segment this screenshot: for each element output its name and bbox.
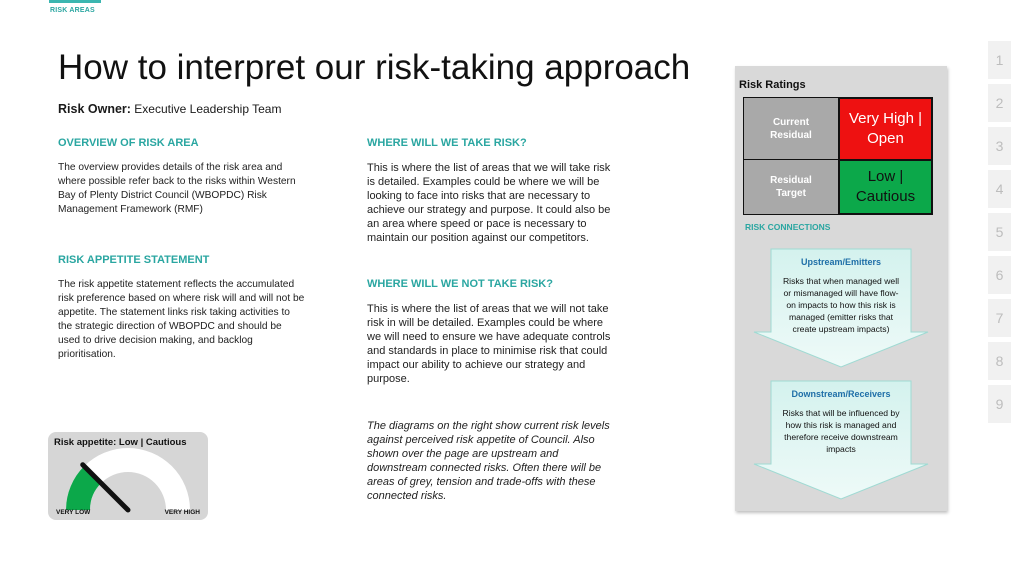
not-take-line: we will need to ensure we have adequate controls: [367, 331, 611, 343]
take-line: maintain our position against our competitors.: [367, 232, 589, 244]
upstream-line: or mismanaged will have flow-: [783, 288, 899, 298]
note-line: connected risks.: [367, 490, 447, 502]
appetite-line: The risk appetite statement reflects the accumulated: [58, 279, 295, 290]
current-residual-label: [744, 98, 839, 160]
downstream-text: [771, 407, 911, 455]
target-value-line: Low |: [867, 168, 904, 185]
upstream-title: Upstream/Emitters: [800, 257, 882, 267]
target-label-line: Target: [776, 188, 806, 199]
gauge-dial: [48, 432, 208, 520]
tab-indicator: [49, 0, 101, 3]
appetite-line: risk preference based on where risk will and will not be: [58, 293, 305, 304]
downstream-line: Risks that will be influenced by: [782, 408, 900, 418]
take-risk-heading: WHERE WILL WE TAKE RISK?: [367, 137, 527, 149]
risk-ratings-grid: [743, 97, 933, 215]
not-take-risk-heading: WHERE WILL WE NOT TAKE RISK?: [367, 278, 553, 290]
appetite-line: prioritisation.: [58, 349, 116, 360]
upstream-line: Risks that when managed well: [782, 276, 900, 286]
appetite-line: used to drive decision making, and backlog: [58, 335, 253, 346]
page-title: How to interpret our risk-taking approach: [58, 48, 691, 87]
upstream-line: managed (emitter risks that: [788, 312, 894, 322]
take-risk-text: [367, 161, 667, 245]
risk-owner: [58, 102, 281, 116]
slide-thumb-5[interactable]: 5: [988, 213, 1011, 251]
take-line: achieve our strategy and purpose. It could also be: [367, 204, 611, 216]
gauge-title: Risk appetite: Low | Cautious: [54, 437, 187, 448]
take-line: looking to face into risks that are necessary to: [367, 190, 591, 202]
slide-thumb-1[interactable]: 1: [988, 41, 1011, 79]
slide-thumb-2[interactable]: 2: [988, 84, 1011, 122]
current-label-line: Current: [772, 116, 810, 128]
not-take-line: impact our ability to achieve our strategy and: [367, 359, 586, 371]
note-line: against perceived risk appetite of Council. Also: [367, 434, 595, 446]
target-value-line: Cautious: [855, 188, 916, 205]
overview-line: Bay of Plenty District Council (WBOPDC) Risk: [58, 190, 267, 201]
current-value-line: Open: [867, 130, 904, 147]
upstream-line: create upstream impacts): [792, 324, 890, 334]
risk-ratings-title: Risk Ratings: [739, 79, 806, 91]
take-line: is detailed. Examples could be where we will be: [367, 176, 600, 188]
overview-heading: OVERVIEW OF RISK AREA: [58, 137, 199, 149]
note-line: areas of grey, tension and trade-offs with these: [367, 476, 596, 488]
not-take-line: risk in will be detailed. Examples could be where: [367, 317, 604, 329]
downstream-line: how this risk is managed and: [785, 420, 897, 430]
not-take-line: This is where the list of areas that we will not take: [367, 303, 609, 315]
appetite-heading: RISK APPETITE STATEMENT: [58, 254, 210, 266]
risk-connections-heading: RISK CONNECTIONS: [745, 222, 831, 232]
gauge-high-label: VERY HIGH: [164, 509, 200, 516]
current-residual-value: [839, 98, 932, 160]
overview-line: The overview provides details of the risk area and: [58, 162, 283, 173]
risk-ratings-panel: [735, 66, 947, 511]
downstream-line: therefore receive downstream: [784, 432, 898, 442]
appetite-line: appetite. The statement links risk taking activities to: [58, 307, 290, 318]
slide-thumb-7[interactable]: 7: [988, 299, 1011, 337]
upstream-text: [771, 275, 911, 335]
residual-target-value: [839, 160, 932, 214]
not-take-line: and standards in place to minimise risk that could: [367, 345, 608, 357]
note-line: shown over the page are upstream and: [367, 448, 559, 460]
note-line: The diagrams on the right show current risk levels: [367, 420, 610, 432]
slide-thumb-4[interactable]: 4: [988, 170, 1011, 208]
downstream-line: impacts: [826, 444, 856, 454]
overview-text: [58, 161, 348, 217]
current-value-line: Very High |: [848, 110, 923, 127]
diagram-note: [367, 419, 667, 503]
gauge-low-label: VERY LOW: [56, 509, 91, 516]
slide-thumb-3[interactable]: 3: [988, 127, 1011, 165]
slide-thumb-9[interactable]: 9: [988, 385, 1011, 423]
not-take-risk-text: [367, 302, 667, 386]
appetite-line: the strategic direction of WBOPDC and should be: [58, 321, 282, 332]
risk-owner-label: Risk Owner:: [58, 102, 131, 116]
current-label-line: Residual: [770, 129, 812, 141]
upstream-box: [771, 257, 911, 335]
downstream-title: Downstream/Receivers: [791, 389, 891, 399]
appetite-text: [58, 278, 348, 362]
downstream-box: [771, 389, 911, 455]
overview-line: Management Framework (RMF): [58, 204, 203, 215]
risk-appetite-gauge: [48, 432, 208, 520]
note-line: downstream connected risks. Often there will be: [367, 462, 602, 474]
target-label-line: Residual: [770, 175, 812, 186]
slide-thumb-8[interactable]: 8: [988, 342, 1011, 380]
slide-thumb-6[interactable]: 6: [988, 256, 1011, 294]
upstream-line: on impacts to how this risk is: [786, 300, 896, 310]
take-line: This is where the list of areas that we will take risk: [367, 162, 611, 174]
overview-line: where possible refer back to the risks within Western: [58, 176, 296, 187]
not-take-line: purpose.: [367, 373, 410, 385]
take-line: an area where speed or pace is necessary to: [367, 218, 587, 230]
risk-owner-value: Executive Leadership Team: [134, 102, 282, 116]
tab-risk-areas[interactable]: RISK AREAS: [50, 7, 95, 14]
residual-target-label: [744, 160, 839, 214]
